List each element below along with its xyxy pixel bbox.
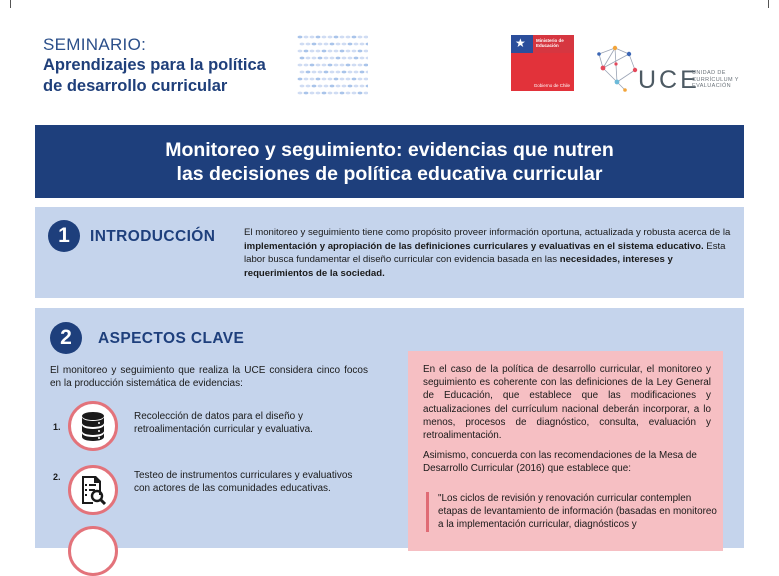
decorative-dot — [304, 64, 309, 67]
decorative-dot — [298, 92, 303, 95]
decorative-dot — [312, 71, 317, 74]
decorative-dot — [346, 78, 351, 81]
decorative-dot — [354, 85, 359, 88]
decorative-dot — [348, 57, 353, 60]
decorative-dot — [310, 92, 315, 95]
decorative-dot — [310, 36, 315, 39]
decorative-dot — [340, 50, 345, 53]
decorative-dot — [346, 64, 351, 67]
decorative-dot — [330, 43, 335, 46]
decorative-dot — [336, 71, 341, 74]
item-text: Testeo de instrumentos curriculares y evaluativos con actores de las comunidades educativas. — [134, 470, 353, 494]
ministry-star-icon — [511, 35, 533, 53]
decorative-dot — [328, 36, 333, 39]
decorative-dot — [318, 71, 323, 74]
decorative-dot — [304, 78, 309, 81]
decorative-dot — [358, 78, 363, 81]
decorative-dot — [328, 50, 333, 53]
banner-line2: las decisiones de política educativa curricular — [176, 163, 603, 185]
decorative-dot — [340, 36, 345, 39]
decorative-dot — [322, 36, 327, 39]
decorative-dot — [316, 78, 321, 81]
decorative-dot — [352, 50, 357, 53]
ministry-name-line1: Ministerio de — [536, 38, 564, 43]
decorative-dot — [304, 92, 309, 95]
decorative-dot — [328, 92, 333, 95]
decorative-dot — [360, 71, 365, 74]
decorative-dot — [336, 85, 341, 88]
context-text — [423, 363, 711, 476]
decorative-dot — [324, 71, 329, 74]
decorative-dot — [324, 57, 329, 60]
item-number: 2. — [53, 472, 61, 482]
decorative-dot — [334, 78, 339, 81]
decorative-dot — [298, 64, 303, 67]
decorative-dot — [322, 64, 327, 67]
banner-line1: Monitoreo y seguimiento: evidencias que nutren — [165, 139, 614, 161]
decorative-dot — [324, 43, 329, 46]
decorative-dot — [364, 78, 368, 81]
uce-subtitle-line3: EVALUACIÓN — [692, 83, 732, 89]
decorative-dot — [366, 85, 368, 88]
crop-mark — [768, 0, 777, 8]
decorative-dot — [298, 78, 303, 81]
intro-heading: INTRODUCCIÓN — [90, 228, 216, 245]
decorative-dot — [358, 50, 363, 53]
uce-wordmark: UCE — [638, 66, 700, 94]
decorative-dot — [342, 85, 347, 88]
decorative-dot — [354, 57, 359, 60]
ministry-logo — [511, 35, 574, 91]
decorative-dot — [366, 71, 368, 74]
seminar-title-line2: de desarrollo curricular — [43, 77, 228, 95]
decorative-dots-pattern — [296, 33, 368, 95]
uce-subtitle — [692, 70, 739, 90]
decorative-dot — [354, 71, 359, 74]
document-search-icon — [79, 475, 107, 505]
decorative-dot — [346, 50, 351, 53]
decorative-dot — [322, 50, 327, 53]
decorative-dot — [364, 36, 368, 39]
item-number: 1. — [53, 422, 61, 432]
decorative-dot — [306, 57, 311, 60]
uce-subtitle-line1: UNIDAD DE — [692, 70, 726, 76]
decorative-dot — [300, 71, 305, 74]
decorative-dot — [358, 64, 363, 67]
decorative-dot — [310, 64, 315, 67]
decorative-dot — [312, 43, 317, 46]
intro-bold-2: necesidades, intereses y requerimientos de la sociedad. — [244, 254, 673, 279]
decorative-dot — [316, 36, 321, 39]
decorative-dot — [312, 57, 317, 60]
decorative-dot — [340, 64, 345, 67]
decorative-dot — [358, 36, 363, 39]
decorative-dot — [318, 57, 323, 60]
item-text: Recolección de datos para el diseño y retroalimentación curricular y evaluativa. — [134, 411, 313, 435]
decorative-dot — [346, 92, 351, 95]
decorative-dot — [360, 43, 365, 46]
context-paragraph-2: Asimismo, concuerda con las recomendaciones de la Mesa de Desarrollo Curricular (2016) que establece que: — [423, 450, 697, 475]
decorative-dot — [346, 36, 351, 39]
decorative-dot — [300, 85, 305, 88]
decorative-dot — [310, 78, 315, 81]
decorative-dot — [352, 36, 357, 39]
uce-network-logo-icon — [595, 40, 641, 92]
decorative-dot — [312, 85, 317, 88]
decorative-dot — [306, 43, 311, 46]
seminar-title — [43, 55, 266, 97]
decorative-dot — [366, 57, 368, 60]
decorative-dot — [334, 64, 339, 67]
decorative-dot — [340, 78, 345, 81]
decorative-dot — [366, 43, 368, 46]
decorative-dot — [300, 43, 305, 46]
crop-mark — [2, 0, 11, 8]
decorative-dot — [334, 50, 339, 53]
decorative-dot — [334, 92, 339, 95]
decorative-dot — [354, 43, 359, 46]
intro-bold-1: implementación y apropiación de las definiciones curriculares y evaluativas en el sistema educativo. — [244, 240, 704, 252]
seminar-kicker: SEMINARIO: — [43, 35, 147, 54]
ministry-name-line2: Educación — [536, 43, 559, 48]
decorative-dot — [364, 64, 368, 67]
mesa-quote: "Los ciclos de revisión y renovación curricular contemplen etapas de levantamiento de información (basadas en monitoreo a la implementación curricular, diagnósticos y — [426, 492, 722, 532]
seminar-title-line1: Aprendizajes para la política — [43, 56, 266, 74]
decorative-dot — [348, 43, 353, 46]
decorative-dot — [330, 71, 335, 74]
decorative-dot — [300, 57, 305, 60]
decorative-dot — [310, 50, 315, 53]
decorative-dot — [298, 50, 303, 53]
decorative-dot — [364, 50, 368, 53]
decorative-dot — [328, 64, 333, 67]
decorative-dot — [330, 57, 335, 60]
aspects-lead: El monitoreo y seguimiento que realiza la UCE considera cinco focos en la producción sistemática de evidencias: — [50, 365, 368, 389]
decorative-dot — [318, 85, 323, 88]
decorative-dot — [316, 64, 321, 67]
aspects-heading: ASPECTOS CLAVE — [98, 330, 245, 347]
decorative-dot — [316, 50, 321, 53]
intro-text-1: El monitoreo y seguimiento tiene como propósito proveer información oportuna, actualizada y robusta acerca de la — [244, 227, 731, 238]
decorative-dot — [352, 92, 357, 95]
decorative-dot — [304, 50, 309, 53]
decorative-dot — [322, 92, 327, 95]
decorative-dot — [342, 43, 347, 46]
decorative-dot — [342, 57, 347, 60]
decorative-dot — [334, 36, 339, 39]
intro-text-2: Esta labor busca fundamentar el diseño curricular con evidencia basada en las — [244, 240, 726, 265]
decorative-dot — [336, 57, 341, 60]
decorative-dot — [342, 71, 347, 74]
decorative-dot — [352, 78, 357, 81]
decorative-dot — [340, 92, 345, 95]
decorative-dot — [298, 36, 303, 39]
decorative-dot — [324, 85, 329, 88]
decorative-dot — [348, 85, 353, 88]
section-number-badge: 1 — [48, 220, 80, 252]
title-banner — [35, 125, 744, 198]
database-icon — [80, 411, 106, 441]
decorative-dot — [360, 85, 365, 88]
decorative-dot — [306, 85, 311, 88]
context-paragraph-1: En el caso de la política de desarrollo curricular, el monitoreo y seguimiento es coherente con las definiciones de la Ley General de Educación, que establece que las modificaciones y actualizaciones del currículum nacional deberán incorporar, a lo menos, procesos de diagnóstico, consulta, evaluación y retroalimentación. — [423, 364, 711, 442]
decorative-dot — [322, 78, 327, 81]
item-icon-ring — [68, 401, 118, 451]
decorative-dot — [306, 71, 311, 74]
decorative-dot — [352, 64, 357, 67]
ministry-footer: Gobierno de Chile — [533, 83, 570, 88]
uce-subtitle-line2: CURRÍCULUM Y — [692, 76, 739, 83]
intro-paragraph — [244, 226, 732, 280]
decorative-dot — [304, 36, 309, 39]
decorative-dot — [348, 71, 353, 74]
decorative-dot — [336, 43, 341, 46]
decorative-dot — [360, 57, 365, 60]
decorative-dot — [318, 43, 323, 46]
decorative-dot — [328, 78, 333, 81]
decorative-dot — [358, 92, 363, 95]
decorative-dot — [364, 92, 368, 95]
decorative-dot — [316, 92, 321, 95]
item-icon-ring — [68, 465, 118, 515]
decorative-dot — [330, 85, 335, 88]
section-number-badge: 2 — [50, 322, 82, 354]
item-icon-ring — [68, 526, 118, 576]
